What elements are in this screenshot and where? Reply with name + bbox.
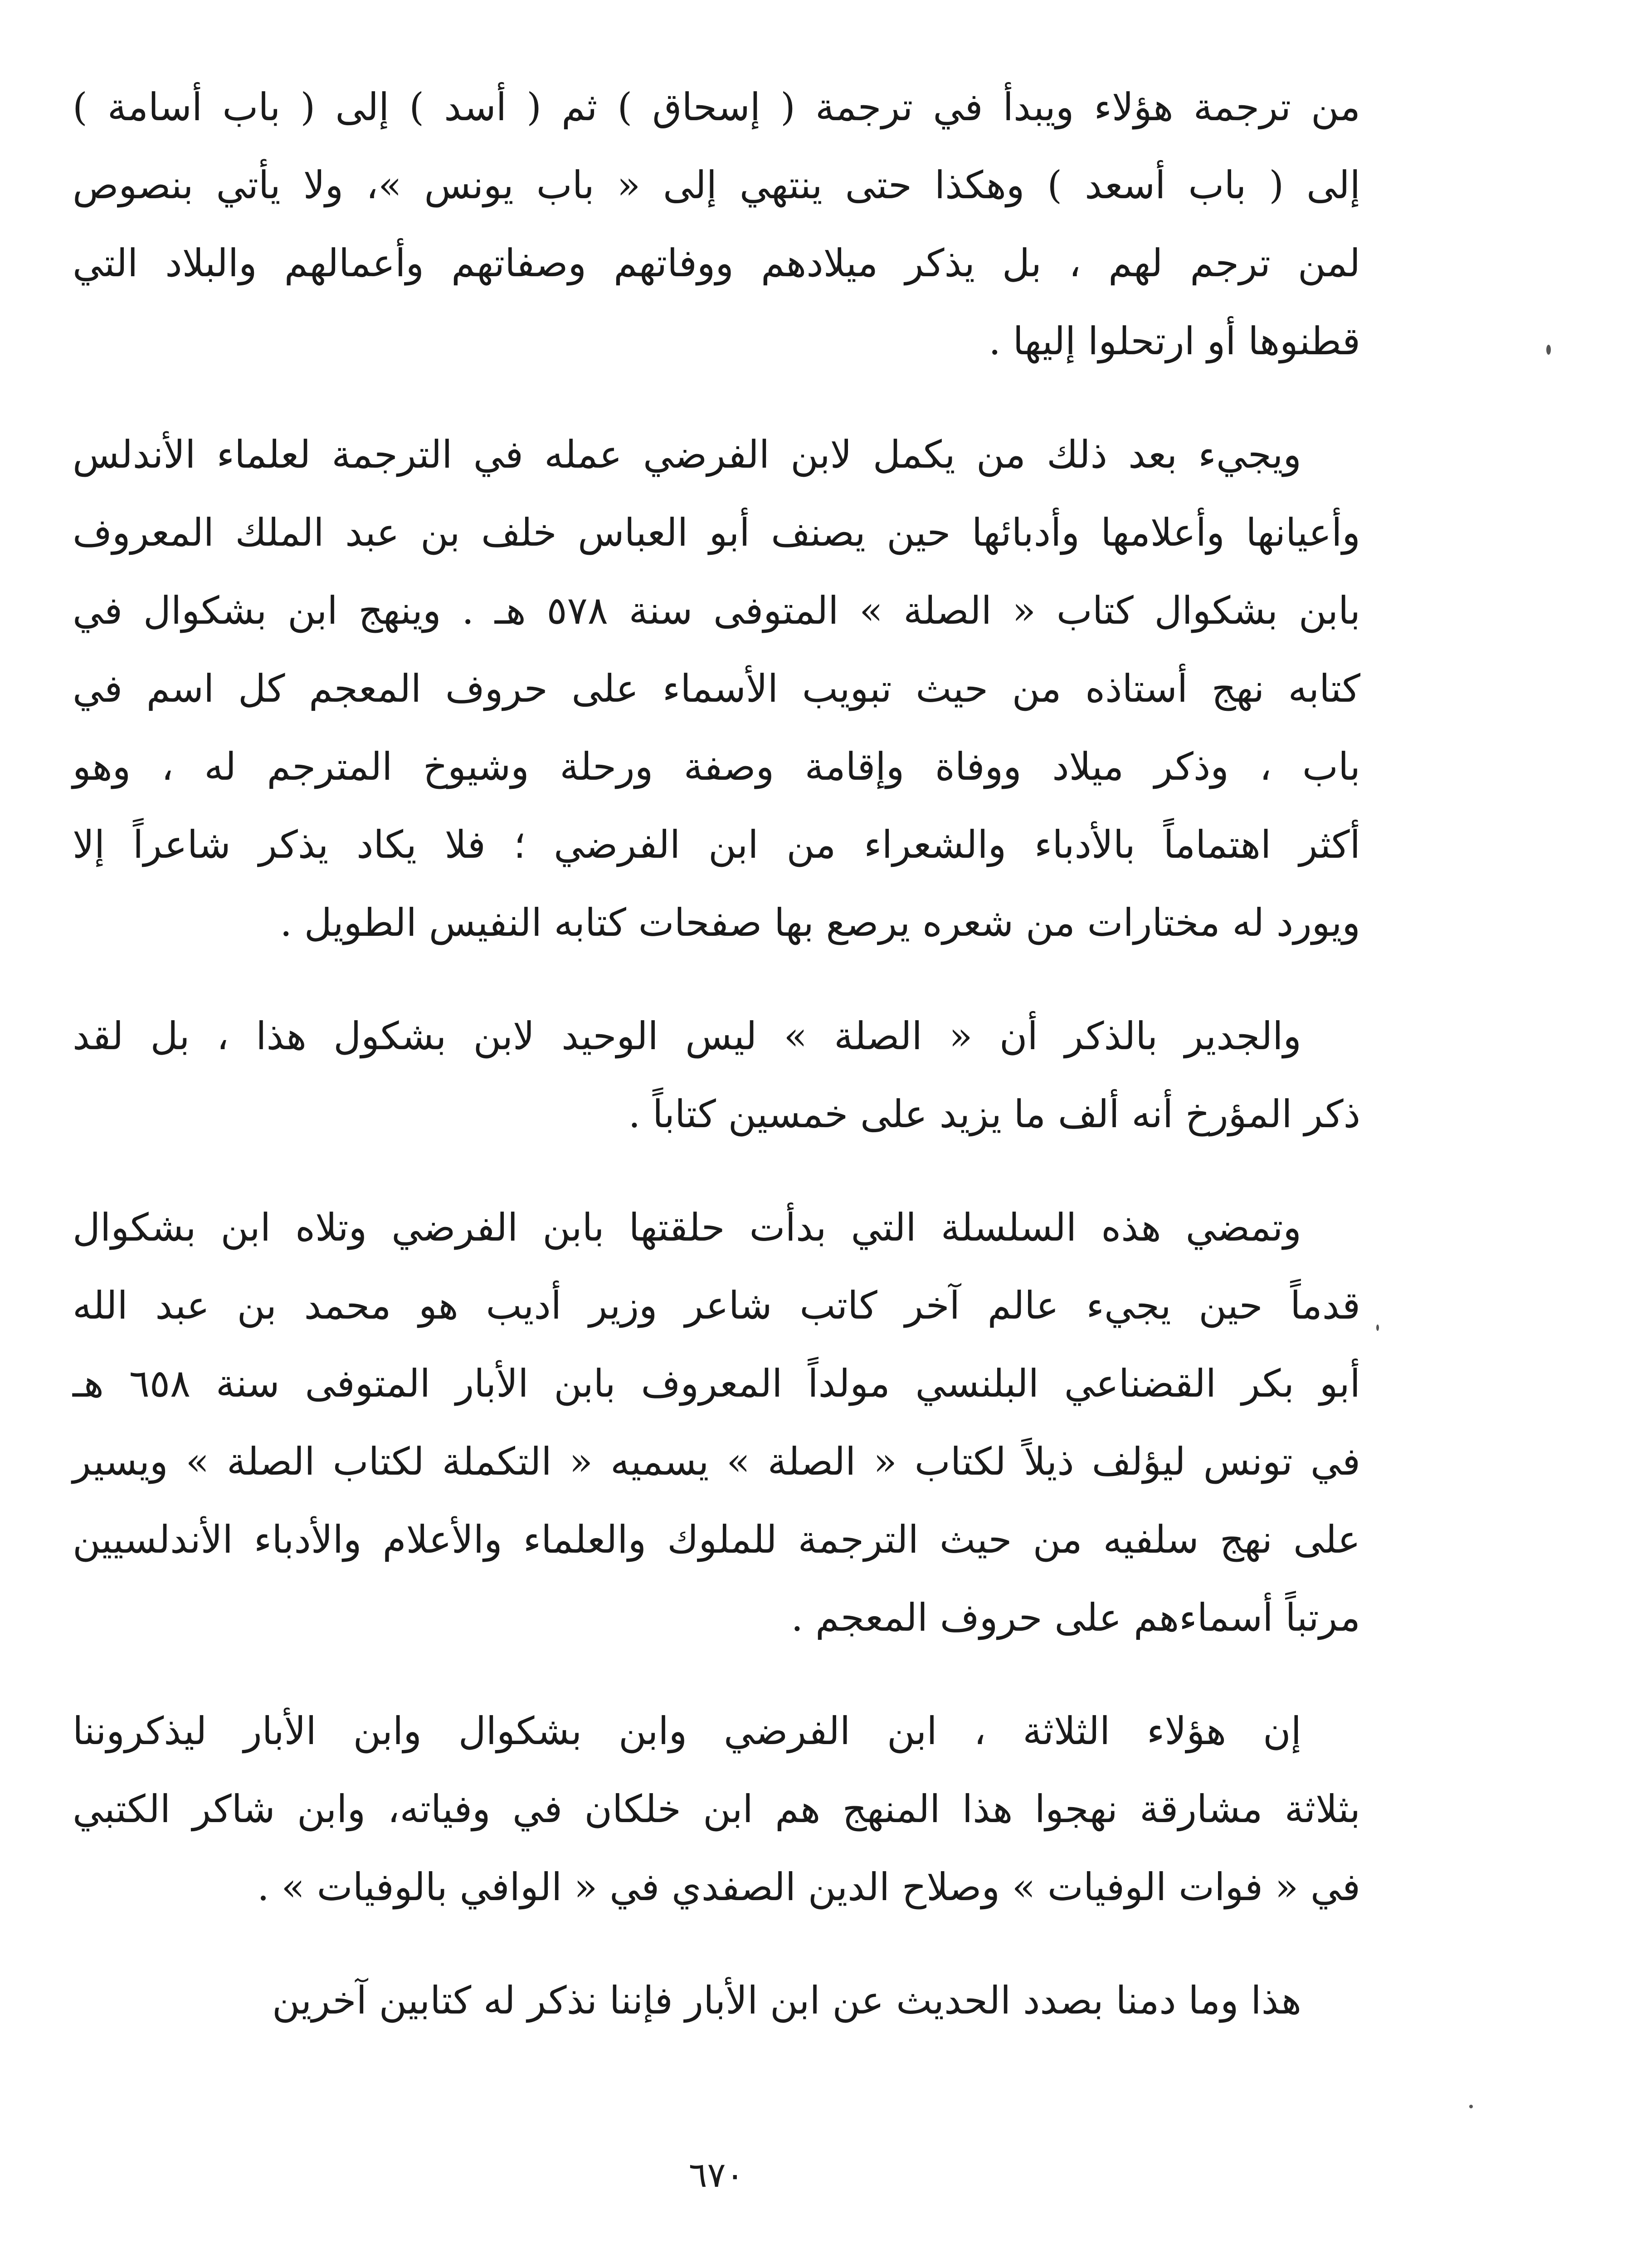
text-line: باب ، وذكر ميلاد ووفاة وإقامة وصفة ورحلة وشيوخ المترجم له ، وهو [73,744,1360,789]
text-line: إلى ( باب أسعد ) وهكذا حتى ينتهي إلى « باب يونس »، ولا يأتي بنصوص [73,163,1360,207]
text-line: ذكر المؤرخ أنه ألف ما يزيد على خمسين كتاباً . [628,1092,1360,1136]
scan-speck [1376,1325,1379,1331]
page-number: ٦٧٠ [688,2155,745,2195]
paragraph-5 [73,1692,1360,1926]
text-line: في « فوات الوفيات » وصلاح الدين الصفدي في « الوافي بالوفيات » . [257,1865,1360,1909]
paragraph-2 [73,415,1360,962]
text-line: من ترجمة هؤلاء ويبدأ في ترجمة ( إسحاق ) ثم ( أسد ) إلى ( باب أسامة ) [73,85,1360,129]
text-line: أبو بكر القضناعي البلنسي مولداً المعروف بابن الأبار المتوفى سنة ٦٥٨ هـ [73,1361,1360,1406]
text-line: أكثر اهتماماً بالأدباء والشعراء من ابن الفرضي ؛ فلا يكاد يذكر شاعراً إلا [73,822,1360,867]
text-line: والجدير بالذكر أن « الصلة » ليس الوحيد لابن بشكول هذا ، بل لقد [73,1014,1301,1058]
paragraph-3 [73,997,1360,1153]
text-line: لمن ترجم لهم ، بل يذكر ميلادهم ووفاتهم وصفاتهم وأعمالهم والبلاد التي [73,241,1360,285]
text-line: كتابه نهج أستاذه من حيث تبويب الأسماء على حروف المعجم كل اسم في [73,666,1360,711]
text-line: بابن بشكوال كتاب « الصلة » المتوفى سنة ٥٧٨ هـ . وينهج ابن بشكوال في [73,588,1360,633]
paragraph-1 [73,68,1360,380]
text-line: في تونس ليؤلف ذيلاً لكتاب « الصلة » يسميه « التكملة لكتاب الصلة » ويسير [73,1439,1360,1484]
text-line: بثلاثة مشارقة نهجوا هذا المنهج هم ابن خلكان في وفياته، وابن شاكر الكتبي [73,1787,1360,1831]
scan-speck [1546,345,1551,355]
text-line: ويجيء بعد ذلك من يكمل لابن الفرضي عمله في الترجمة لعلماء الأندلس [73,432,1301,477]
text-line: قدماً حين يجيء عالم آخر كاتب شاعر وزير أديب هو محمد بن عبد الله [73,1283,1360,1328]
text-line: مرتباً أسماءهم على حروف المعجم . [791,1595,1360,1640]
text-line: على نهج سلفيه من حيث الترجمة للملوك والعلماء والأعلام والأدباء الأندلسيين [73,1517,1360,1562]
page-body [73,68,1360,2268]
text-line: ويورد له مختارات من شعره يرصع بها صفحات كتابه النفيس الطويل . [280,900,1360,945]
paragraph-6 [73,1961,1360,2039]
text-line: وأعيانها وأعلامها وأدبائها حين يصنف أبو العباس خلف بن عبد الملك المعروف [73,510,1360,555]
text-line: هذا وما دمنا بصدد الحديث عن ابن الأبار فإننا نذكر له كتابين آخرين [272,1978,1301,2023]
paragraph-4 [73,1188,1360,1657]
text-line: وتمضي هذه السلسلة التي بدأت حلقتها بابن الفرضي وتلاه ابن بشكوال [73,1205,1301,1250]
text-line: إن هؤلاء الثلاثة ، ابن الفرضي وابن بشكوال وابن الأبار ليذكروننا [73,1709,1301,1753]
scan-speck [1469,2105,1473,2108]
text-line: قطنوها أو ارتحلوا إليها . [989,319,1360,363]
